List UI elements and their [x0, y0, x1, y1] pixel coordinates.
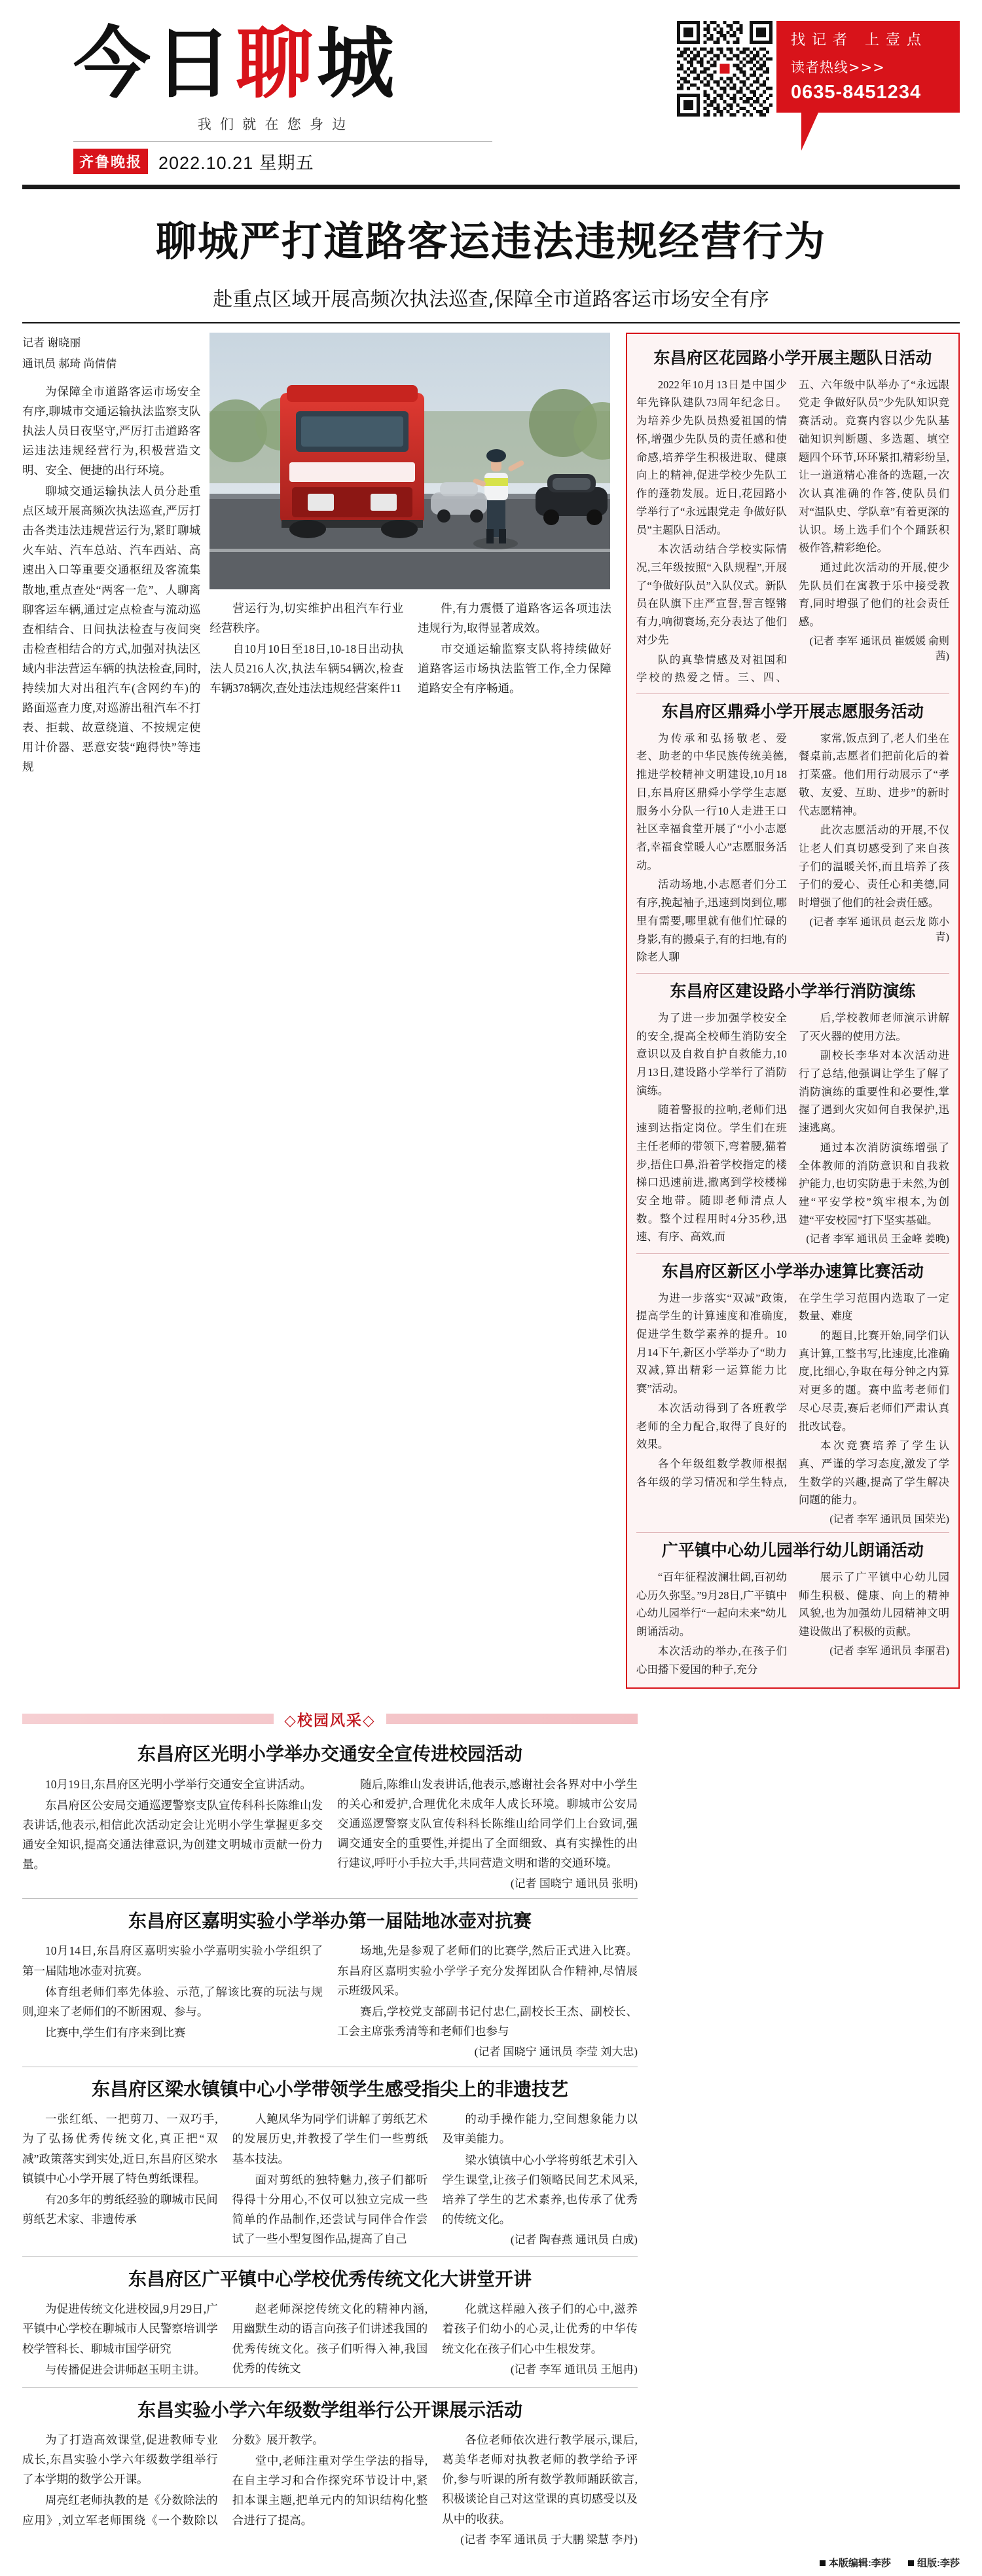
sidebar-divider	[636, 973, 949, 974]
masthead-left	[22, 18, 492, 174]
byline-correspondent: 通讯员 郝琦 尚倩倩	[22, 358, 117, 371]
lead-paragraph: 为保障全市道路客运市场安全有序,聊城市交通运输执法监察支队执法人员日夜坚守,严厉打击道路客运违法违规经营行为,积极营造文明、安全、便捷的出行环境。	[22, 384, 201, 477]
article-body	[22, 1941, 638, 2058]
lead-article-column	[22, 333, 209, 778]
article-body	[636, 1289, 949, 1526]
headline-rule	[22, 322, 960, 323]
photo-and-continuation-column	[209, 333, 620, 699]
page-footer	[22, 2556, 960, 2569]
article-signature: (记者 李军 通讯员 王旭冉)	[510, 2363, 638, 2376]
paragraph: 赛后,学校党支部副书记付忠仁,副校长王杰、副校长、工会主席张秀清等和老师们也参与	[337, 2004, 638, 2038]
qr-code-icon[interactable]	[677, 21, 773, 117]
paragraph: 为传承和弘扬敬老、爱老、助老的中华民族传统美德,推进学校精神文明建设,10月18日,东昌府区鼎舜小学学生志愿服务小分队一行10人走进王口社区幸福食堂开展了“小小志愿者,幸福食堂暖人心”志愿服务活动。	[636, 731, 787, 872]
paragraph: 场地,先是参观了老师们的比赛学,然后正式进入比赛。东昌府区嘉明实验小学学子充分发挥团队合作精神,尽情展示班级风采。	[337, 1944, 638, 1997]
footer-layout	[908, 2558, 960, 2569]
paragraph: 活动场地,小志愿者们分工有序,挽起袖子,迅速到岗到位,哪里有需要,哪里就有他们忙碌的身影,有的搬桌子,有的扫地,有的除老人聊	[636, 878, 787, 964]
paragraph: 与传播促进会讲师赵玉明主讲。	[45, 2363, 206, 2376]
sidebar-divider	[636, 1532, 949, 1533]
article-title: 广平镇中心幼儿园举行幼儿朗诵活动	[661, 1541, 924, 1560]
article-signature: (记者 李军 通讯员 李丽君)	[829, 1645, 949, 1657]
article-signature: (记者 国晓宁 通讯员 张明)	[510, 1877, 638, 1890]
campus-section	[22, 1706, 638, 2546]
lead-paragraph: 件,有力震慑了道路客运各项违法违规行为,取得显著成效。	[418, 602, 611, 635]
article-title: 东昌实验小学六年级数学组举行公开课展示活动	[137, 2399, 522, 2421]
square-bullet-icon	[908, 2560, 914, 2566]
logo-text-part3: 城	[317, 18, 399, 109]
footer-editor-label: 本版编辑:李莎	[828, 2557, 891, 2569]
paragraph: 赵老师深挖传统文化的精神内涵,用幽默生动的语言向孩子们讲述我国的优秀传统文化。孩子们听得入神,我国优秀的传统文	[232, 2302, 428, 2375]
masthead-right	[677, 18, 960, 117]
footer-layout-label: 组版:李莎	[917, 2557, 960, 2569]
masthead-divider	[73, 141, 492, 142]
masthead-bottom-rule	[22, 185, 960, 189]
article-title: 东昌府区花园路小学开展主题队日活动	[653, 348, 932, 367]
paragraph: 家常,饭点到了,老人们坐在餐桌前,志愿者们把前化后的着打菜盛。他们用行动展示了“孝敬、友爱、互助、进步”的新时代志愿精神。	[798, 731, 949, 817]
issue-date: 2022.10.21 星期五	[158, 153, 314, 173]
article-signature: (记者 国晓宁 通讯员 李莹 刘大忠)	[474, 2045, 638, 2058]
parent-brand-badge: 齐鲁晚报	[73, 149, 148, 174]
article-body	[22, 1775, 638, 1890]
logo-text-part1: 今日	[73, 18, 236, 109]
paragraph: 后,学校教师老师演示讲解了灭火器的使用方法。	[798, 1011, 949, 1042]
paragraph: 体育组老师们率先体验、示范,了解该比赛的玩法与规则,迎来了老师们的不断困观、参与。	[22, 1985, 323, 2018]
paragraph: 面对剪纸的独特魅力,孩子们都听得得十分用心,不仅可以独立完成一些简单的作品制作,还尝试与同伴合作尝试了一些小型复图作品,提高了自己	[232, 2173, 428, 2245]
paragraph: 通过此次活动的开展,使少先队员们在寓教于乐中接受教育,同时增强了他们的社会责任感。	[798, 561, 949, 629]
paragraph: 为了打造高效课堂,促进教师专业成长,东昌实验小学六年级数学组举行了本学期的数学公开课。	[22, 2433, 218, 2486]
paragraph: 为进一步落实“双减”政策,提高学生的计算速度和准确度,促进学生数学素养的提升。10月14下午,新区小学举办了“助力双减,算出精彩一运算能力比赛”活动。	[636, 1291, 787, 1395]
paragraph: 本次活动得到了各班教学老师的全力配合,取得了良好的效果。	[636, 1401, 787, 1451]
article-title: 东昌府区梁水镇镇中心小学带领学生感受指尖上的非遗技艺	[91, 2078, 568, 2100]
article-divider	[22, 2387, 638, 2388]
paragraph: 的动手操作能力,空间想象能力以及审美能力。	[442, 2112, 638, 2146]
masthead-date-row	[73, 149, 492, 174]
callout-tail-icon	[801, 113, 818, 151]
paragraph: 各位老师依次进行教学展示,课后,葛美华老师对执教老师的教学给予评价,参与听课的所有数学教师踊跃欲言,积极谈论自己对这堂课的真切感受以及从中的收获。	[442, 2433, 638, 2526]
article-title: 东昌府区新区小学举办速算比赛活动	[661, 1261, 924, 1281]
hotline-number: 0635-8451234	[791, 82, 922, 103]
paragraph: 比赛中,学生们有序来到比赛	[45, 2025, 186, 2039]
page-title: 聊城严打道路客运违法违规经营行为	[155, 217, 826, 265]
paragraph: 为促进传统文化进校园,9月29日,广平镇中心学校在聊城市人民警察培训学校学管科长、聊城市国学研究	[22, 2302, 218, 2355]
paragraph: 随后,陈维山发表讲话,他表示,感谢社会各界对中小学生的关心和爱护,合理优化未成年人成长环境。聊城市公安局交通巡逻警察支队宣传科科长陈维山给同学们上台致词,强调交通安全的重要性,并提出了全面细致、真有实操性的出行建议,呼吁小手拉大手,共同营造文明和谐的交通环境。	[337, 1777, 638, 1869]
paragraph: 东昌府区公安局交通巡逻警察支队宣传科科长陈维山发表讲话,他表示,相信此次活动定会让光明小学生掌握更多交通安全知识,提高交通法律意识,为创建文明城市贡献一份力量。	[22, 1798, 323, 1871]
lead-paragraph: 营运行为,切实维护出租汽车行业经营秩序。	[209, 602, 404, 635]
paragraph: 队的真挚情感及对祖国和学校的热爱之情。三、四、五、六年级中队举办了“永远跟党走 争做好队员”少先队知识竞赛活动。竞赛内容以少先队基础知识判断题、多选题、填空题四个环节,环环紧扣,精彩纷呈,让一道道精心准备的选题,一次次认真准确的作答,使队员们对“温队史、学队章”有着更深的认识。场上选手们个个踊跃积极作答,精彩绝伦。	[636, 378, 949, 684]
article-title: 东昌府区鼎舜小学开展志愿服务活动	[661, 701, 924, 721]
paragraph: 本次竞赛培养了学生认真、严谨的学习态度,激发了学生数学的兴趣,提高了学生解决问题的能力。	[798, 1439, 949, 1507]
paragraph: 有20多年的剪纸经验的聊城市民间剪纸艺术家、非遗传承	[22, 2192, 218, 2226]
paragraph: 2022年10月13日是中国少年先锋队建队73周年纪念日。为培养少先队员热爱祖国的情怀,增强少先队员的责任感和使命感,培养学生积极进取、健康向上的精神,促进学校少先队工作的蓬勃发展。近日,花园路小学举行了“永远跟党走 争做好队员”主题队日活动。	[636, 378, 787, 536]
article-title: 东昌府区广平镇中心学校优秀传统文化大讲堂开讲	[128, 2268, 532, 2290]
paragraph: 堂中,老师注重对学生学法的指导,在自主学习和合作探究环节设计中,紧扣本课主题,把单元内的知识结构化整合进行了提高。	[232, 2454, 428, 2527]
article-title: 东昌府区嘉明实验小学举办第一届陆地冰壶对抗赛	[128, 1910, 532, 1932]
sidebar-divider	[636, 1253, 949, 1254]
sidebar-divider	[636, 693, 949, 694]
square-bullet-icon	[820, 2560, 826, 2566]
main-content	[22, 333, 960, 1689]
paragraph: 通过本次消防演练增强了全体教师的消防意识和自我救护能力,也切实防患于未然,为创建“平安学校”筑牢根本,为创建“平安校园”打下坚实基础。	[798, 1141, 949, 1226]
byline	[22, 333, 200, 375]
article-signature: (记者 陶春燕 通讯员 白成)	[510, 2233, 638, 2246]
article-body	[636, 729, 949, 966]
article-title: 东昌府区建设路小学举行消防演练	[670, 982, 916, 1001]
page-subtitle: 赴重点区域开展高频次执法巡查,保障全市道路客运市场安全有序	[213, 288, 769, 311]
paragraph: 周亮红老师执教的是《分数除法的应用》,刘立军老师围绕《一个数除以分数》展开教学。	[22, 2433, 324, 2527]
masthead	[22, 18, 960, 174]
lead-paragraph: 自10月10日至18日,10-18日出动执法人员216人次,执法车辆54辆次,检查车辆378辆次,查处违法违规经营案件11	[209, 642, 404, 695]
article-body	[22, 2109, 638, 2249]
paragraph: 10月19日,东昌府区光明小学举行交通安全宣讲活动。	[45, 1777, 312, 1791]
article-signature: (记者 李军 通讯员 崔媛媛 俞则茜)	[809, 635, 949, 662]
hotline-line2: 读者热线>>>	[791, 60, 885, 75]
article-body	[22, 2299, 638, 2379]
article-body	[22, 2430, 638, 2546]
section-banner-label: ◇校园风采◇	[274, 1708, 386, 1730]
publication-slogan: 我 们 就 在 您 身 边	[197, 117, 349, 132]
hotline-callout	[776, 21, 960, 113]
article-signature: (记者 李军 通讯员 国荣光)	[829, 1514, 949, 1526]
publication-logo	[73, 18, 492, 109]
byline-reporter: 记者 谢晓丽	[22, 337, 81, 349]
lead-paragraph: 市交通运输监察支队将持续做好道路客运市场执法监管工作,全力保障道路安全有序畅通。	[418, 642, 611, 695]
article-title: 东昌府区光明小学举办交通安全宣传进校园活动	[137, 1743, 522, 1765]
paragraph: 本次活动结合学校实际情况,三年级按照“入队规程”,开展了“争做好队员”入队仪式。新队员在队旗下庄严宣誓,誓言铿锵有力,响彻寰场,充分表达了他们对少先	[636, 543, 787, 646]
campus-sidebar	[626, 333, 960, 1689]
article-body	[636, 1568, 949, 1678]
paragraph: 化就这样融入孩子们的心中,滋养着孩子们幼小的心灵,让优秀的中华传统文化在孩子们心中生根发芽。	[442, 2302, 638, 2355]
lead-continuation	[209, 598, 611, 699]
hotline-line1: 找记者 上壹点	[791, 32, 928, 48]
article-body	[636, 376, 949, 687]
article-signature: (记者 李军 通讯员 王金峰 姜晚)	[806, 1234, 949, 1245]
footer-editor	[820, 2558, 891, 2569]
paragraph: 各个年级组数学教师根据各年级的学习情况和学生特点,在学生学习范围内选取了一定数量、难度	[636, 1291, 949, 1488]
lead-paragraph: 聊城交通运输执法人员分赴重点区域开展高频次执法巡查,严厉打击各类违法违规营运行为,紧盯聊城火车站、汽车总站、汽车西站、高速出入口等重要交通枢纽及客流集散地,重点查处“两客一危”、人聊离聊客运车辆,通过定点检查与流动巡查相结合、日间执法检查与夜间突击检查相结合的方式,加强对执法区域内非法营运车辆的执法检查,同时,持续加大对出租汽车(含网约车)的路面巡查力度,对巡游出租汽车不打表、拒载、故意绕道、不按规定使用计价器、恶意安装“跑得快”等违规	[22, 485, 201, 774]
article-signature: (记者 李军 通讯员 于大鹏 梁慧 李丹)	[460, 2533, 638, 2546]
paragraph: 10月14日,东昌府区嘉明实验小学嘉明实验小学组织了第一届陆地冰壶对抗赛。	[22, 1944, 323, 1978]
logo-text-part2: 聊	[236, 18, 318, 109]
paragraph: 的题目,比赛开始,同学们认真计算,工整书写,比速度,比准确度,比细心,争取在每分钟之内算对更多的题。赛中监考老师们尽心尽责,赛后老师们严肃认真批改试卷。	[798, 1329, 949, 1433]
article-signature: (记者 李军 通讯员 赵云龙 陈小青)	[809, 916, 949, 943]
paragraph: “百年征程波澜壮阔,百初幼心历久弥坚。”9月28日,广平镇中心幼儿园举行“一起向未来”幼儿朗诵活动。	[636, 1570, 787, 1638]
paragraph: 本次活动的举办,在孩子们心田播下爱国的种子,充分	[636, 1644, 787, 1676]
paragraph: 一张红纸、一把剪刀、一双巧手,为了弘扬优秀传统文化,真正把“双减”政策落实到实处,近日,东昌府区梁水镇镇中心小学开展了特色剪纸课程。	[22, 2112, 218, 2185]
article-body	[636, 1009, 949, 1247]
paragraph: 为了进一步加强学校安全的安全,提高全校师生消防安全意识以及自救自护自救能力,10月13日,建设路小学举行了消防演练。	[636, 1011, 787, 1097]
paragraph: 随着警报的拉响,老师们迅速到达指定岗位。学生们在班主任老师的带领下,弯着腰,猫着步,捂住口鼻,沿着学校指定的楼梯口迅速前进,撤离到学校楼梯安全地带。随即老师清点人数。整个过程用时4分35秒,迅速、有序、高效,而	[636, 1103, 787, 1243]
news-photo	[209, 333, 610, 589]
paragraph: 人鲍凤华为同学们讲解了剪纸艺术的发展历史,并教授了学生们一些剪纸基本技法。	[232, 2112, 428, 2165]
paragraph: 此次志愿活动的开展,不仅让老人们真切感受到了来自孩子们的温暖关怀,而且培养了孩子们的爱心、责任心和美德,同时增强了他们的社会责任感。	[798, 824, 949, 910]
section-banner	[22, 1706, 638, 1732]
paragraph: 梁水镇镇中心小学将剪纸艺术引入学生课堂,让孩子们领略民间艺术风采,培养了学生的艺术素养,也传承了优秀的传统文化。	[442, 2153, 638, 2226]
article-divider	[22, 1898, 638, 1899]
paragraph: 副校长李华对本次活动进行了总结,他强调让学生了解了消防演练的重要性和必要性,掌握了遇到火灾如何自我保护,迅速逃离。	[798, 1049, 949, 1135]
article-divider	[22, 2256, 638, 2257]
paragraph: 展示了广平镇中心幼儿园师生积极、健康、向上的精神风貌,也为加强幼儿园精神文明建设做出了积极的贡献。	[798, 1570, 949, 1638]
